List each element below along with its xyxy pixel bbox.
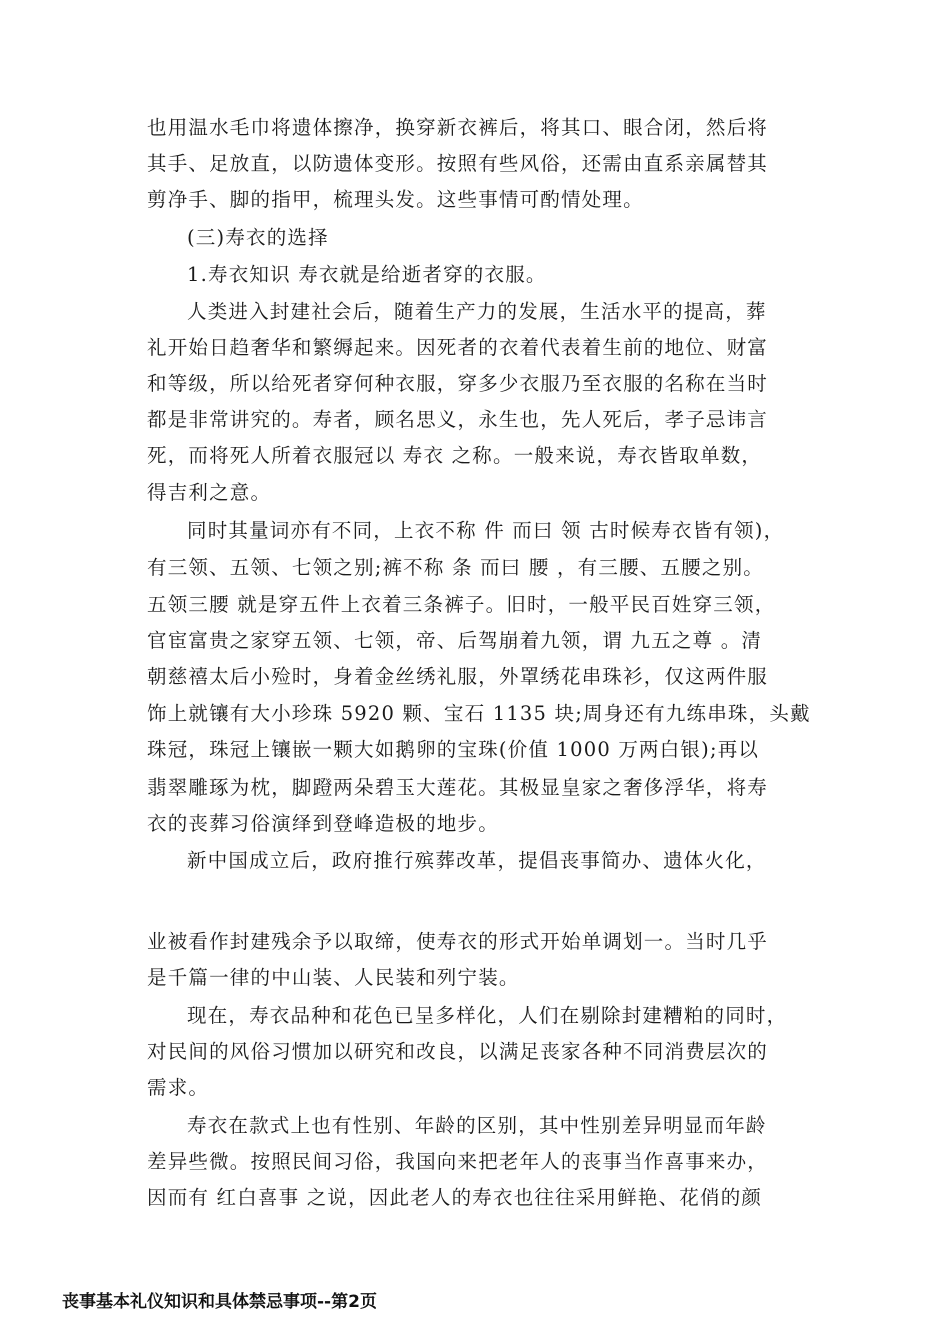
text-line: 人类进入封建社会后，随着生产力的发展，生活水平的提高，葬: [187, 300, 767, 323]
text-line: 衣的丧葬习俗演绎到登峰造极的地步。: [147, 812, 499, 835]
text-line: 因而有 红白喜事 之说，因此老人的寿衣也往往采用鲜艳、花俏的颜: [147, 1186, 763, 1209]
text-line: 都是非常讲究的。寿者，顾名思义，永生也，先人死后，孝子忌讳言: [147, 408, 769, 431]
text-line: 对民间的风俗习惯加以研究和改良，以满足丧家各种不同消费层次的: [147, 1040, 769, 1063]
text-line: 死，而将死人所着衣服冠以 寿衣 之称。一般来说，寿衣皆取单数，: [147, 444, 763, 467]
text-line: 需求。: [147, 1076, 210, 1099]
page-footer: 丧事基本礼仪知识和具体禁忌事项--第2页: [62, 1292, 377, 1312]
text-line: 和等级，所以给死者穿何种衣服，穿多少衣服乃至衣服的名称在当时: [147, 372, 769, 395]
text-line: 官宦富贵之家穿五领、七领，帝、后驾崩着九领，谓 九五之尊 。清: [147, 629, 763, 652]
text-line: 寿衣在款式上也有性别、年龄的区别，其中性别差异明显而年龄: [187, 1114, 767, 1137]
text-line: 翡翠雕琢为枕，脚蹬两朵碧玉大莲花。其极显皇家之奢侈浮华，将寿: [147, 776, 769, 799]
text-line: 是千篇一律的中山装、人民装和列宁装。: [147, 966, 520, 989]
text-line: 也用温水毛巾将遗体擦净，换穿新衣裤后，将其口、眼合闭，然后将: [147, 116, 769, 139]
subsection-heading: 1.寿衣知识 寿衣就是给逝者穿的衣服。: [187, 263, 547, 286]
text-line: 得吉利之意。: [147, 481, 272, 504]
text-line: 有三领、五领、七领之别;裤不称 条 而曰 腰 ，有三腰、五腰之别。: [147, 556, 764, 579]
section-heading: (三)寿衣的选择: [187, 226, 329, 249]
text-line: 朝慈禧太后小殓时，身着金丝绣礼服，外罩绣花串珠衫，仅这两件服: [147, 665, 769, 688]
text-line: 剪净手、脚的指甲，梳理头发。这些事情可酌情处理。: [147, 188, 644, 211]
text-line: 珠冠，珠冠上镶嵌一颗大如鹅卵的宝珠(价值 1000 万两白银);再以: [147, 738, 760, 761]
text-line: 新中国成立后，政府推行殡葬改革，提倡丧事简办、遗体火化，: [187, 849, 767, 872]
text-line: 五领三腰 就是穿五件上衣着三条裤子。旧时，一般平民百姓穿三领，: [147, 593, 776, 616]
text-line: 同时其量词亦有不同，上衣不称 件 而曰 领 古时候寿衣皆有领)，: [187, 519, 785, 542]
text-line: 其手、足放直，以防遗体变形。按照有些风俗，还需由直系亲属替其: [147, 152, 769, 175]
text-line: 现在，寿衣品种和花色已呈多样化，人们在剔除封建糟粕的同时，: [187, 1004, 788, 1027]
text-line: 业被看作封建残余予以取缔，使寿衣的形式开始单调划一。当时几乎: [147, 930, 769, 953]
text-line: 差异些微。按照民间习俗，我国向来把老年人的丧事当作喜事来办，: [147, 1150, 769, 1173]
text-line: 礼开始日趋奢华和繁缛起来。因死者的衣着代表着生前的地位、财富: [147, 336, 769, 359]
text-line: 饰上就镶有大小珍珠 5920 颗、宝石 1135 块;周身还有九练串珠，头戴: [147, 702, 811, 725]
